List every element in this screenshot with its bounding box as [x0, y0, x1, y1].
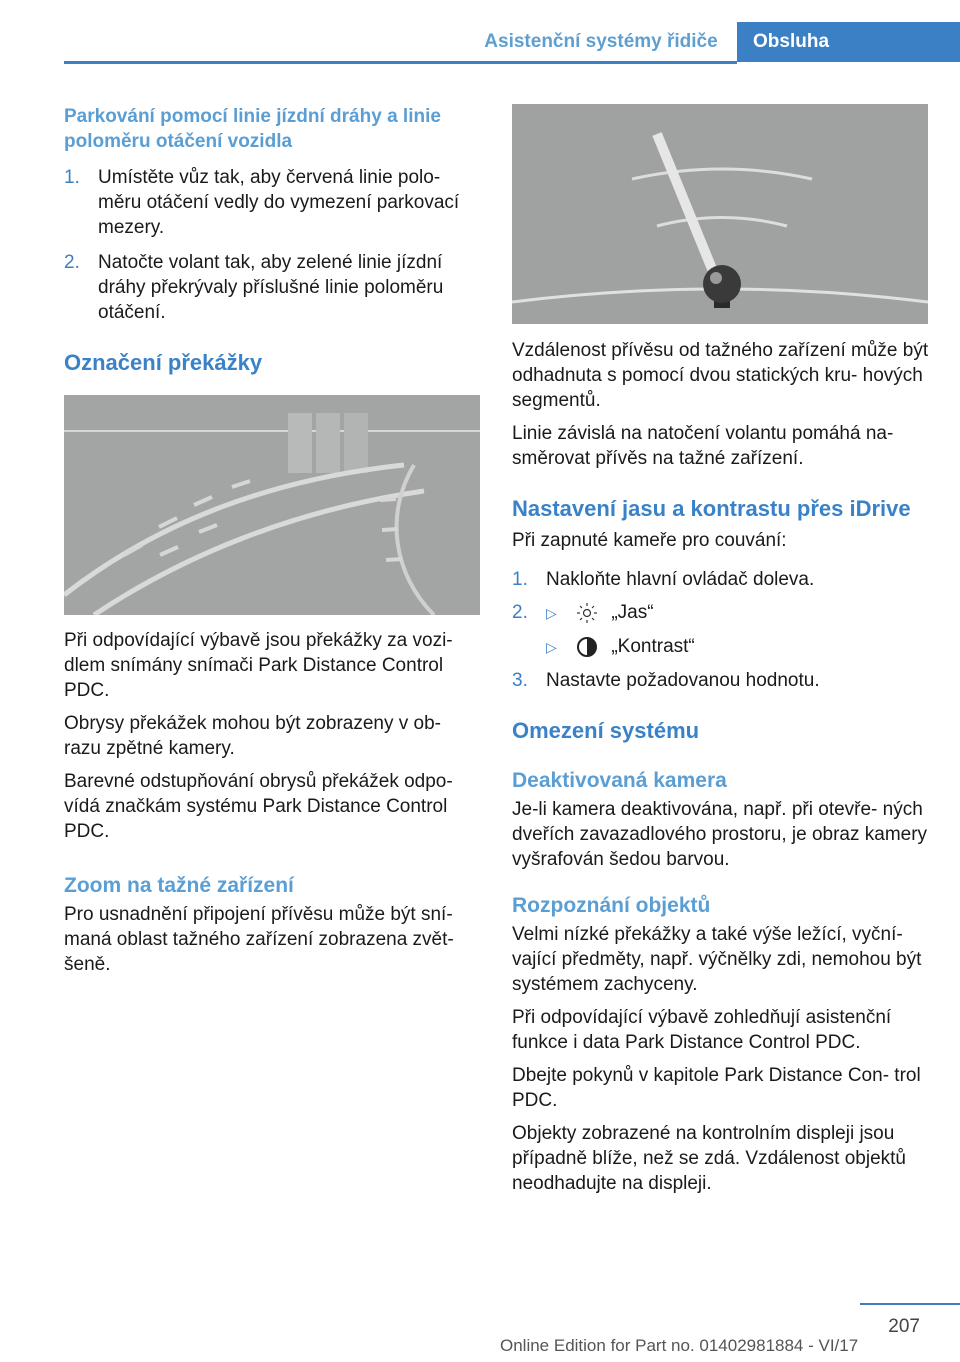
- list-item: [64, 250, 482, 325]
- step-number: 2.: [64, 252, 80, 273]
- recognition-paragraph: Dbejte pokynů v kapitole Park Distance Con‐ trol PDC.: [512, 1065, 921, 1111]
- obstacle-camera-figure: [64, 395, 480, 615]
- triangle-bullet-icon: ▷: [546, 605, 557, 621]
- brightness-option-label: „Jas“: [611, 602, 654, 623]
- step-text: Umístěte vůz tak, aby červená linie polo‐ měru otáčení vedly do vymezení parkovací mezery.: [98, 167, 460, 238]
- step-text: Nastavte požadovanou hodnotu.: [546, 670, 820, 691]
- sub-option-brightness: [546, 600, 932, 626]
- header-section-title: Asistenční systémy řidiče: [484, 31, 718, 52]
- triangle-bullet-icon: ▷: [546, 639, 557, 655]
- step-text: Natočte volant tak, aby zelené linie jízdní dráhy překrývaly příslušné linie poloměru otáčení.: [98, 252, 444, 323]
- limits-section-title: Omezení systému: [512, 718, 700, 743]
- sun-icon: [576, 602, 598, 624]
- list-item: [64, 165, 482, 240]
- footer-edition-text: Online Edition for Part no. 01402981884 - VI/17: [500, 1336, 859, 1355]
- step-number: 2.: [512, 602, 528, 623]
- sub-option-contrast: [546, 634, 932, 660]
- step-number: 1.: [64, 167, 80, 188]
- list-item: [512, 567, 932, 592]
- zoom-paragraph: Pro usnadnění připojení přívěsu může být sní‐ maná oblast tažného zařízení zobrazena zvět‐ šeně.: [64, 904, 454, 975]
- zoom-section-title: Zoom na tažné zařízení: [64, 874, 294, 897]
- step-text: Nakloňte hlavní ovládač doleva.: [546, 569, 815, 590]
- right-column: [512, 104, 932, 1196]
- deactivated-camera-title: Deaktivovaná kamera: [512, 769, 727, 792]
- header-rule: [64, 61, 737, 64]
- brightness-steps-list: [512, 567, 932, 693]
- parking-section-title: Parkování pomocí linie jízdní dráhy a linie poloměru otáčení vozidla: [64, 106, 441, 152]
- hitch-paragraph: Linie závislá na natočení volantu pomáhá na‐ směrovat přívěs na tažné zařízení.: [512, 423, 894, 469]
- left-column: [64, 104, 482, 977]
- parking-steps-list: [64, 165, 482, 325]
- list-item: [512, 668, 932, 693]
- obstacle-paragraph: Při odpovídající výbavě jsou překážky za vozi‐ dlem snímány snímači Park Distance Control PDC.: [64, 630, 453, 701]
- footer-rule: [860, 1303, 960, 1305]
- hitch-camera-figure: [512, 104, 928, 324]
- contrast-option-label: „Kontrast“: [611, 636, 695, 657]
- deactivated-paragraph: Je-li kamera deaktivována, např. při otevře‐ ných dveřích zavazadlového prostoru, je obraz kamery vyšrafován šedou barvou.: [512, 799, 928, 870]
- header-chapter-tab: Obsluha: [737, 22, 960, 62]
- brightness-section-title: Nastavení jasu a kontrastu přes iDrive: [512, 496, 911, 521]
- hitch-paragraph: Vzdálenost přívěsu od tažného zařízení může být odhadnuta s pomocí dvou statických kru‐ hových segmentů.: [512, 340, 929, 411]
- recognition-paragraph: Velmi nízké překážky a také výše ležící, vyční‐ vající předměty, např. výčnělky zdi, nemohou být systémem zachyceny.: [512, 924, 922, 995]
- obstacle-section-title: Označení překážky: [64, 350, 263, 375]
- contrast-icon: [576, 636, 598, 658]
- step-number: 3.: [512, 670, 528, 691]
- obstacle-paragraph: Barevné odstupňování obrysů překážek odpo‐ vídá značkám systému Park Distance Control PDC.: [64, 771, 453, 842]
- list-item: [512, 600, 932, 660]
- recognition-title: Rozpoznání objektů: [512, 894, 711, 917]
- obstacle-paragraph: Obrysy překážek mohou být zobrazeny v ob‐ razu zpětné kamery.: [64, 713, 442, 759]
- page-number: 207: [888, 1316, 920, 1337]
- recognition-paragraph: Objekty zobrazené na kontrolním displeji jsou případně blíže, než se zdá. Vzdálenost objektů neodhadujte na displeji.: [512, 1123, 906, 1194]
- recognition-paragraph: Při odpovídající výbavě zohledňují asistenční funkce i data Park Distance Control PDC.: [512, 1007, 892, 1053]
- brightness-intro: Při zapnuté kameře pro couvání:: [512, 530, 787, 551]
- step-number: 1.: [512, 569, 528, 590]
